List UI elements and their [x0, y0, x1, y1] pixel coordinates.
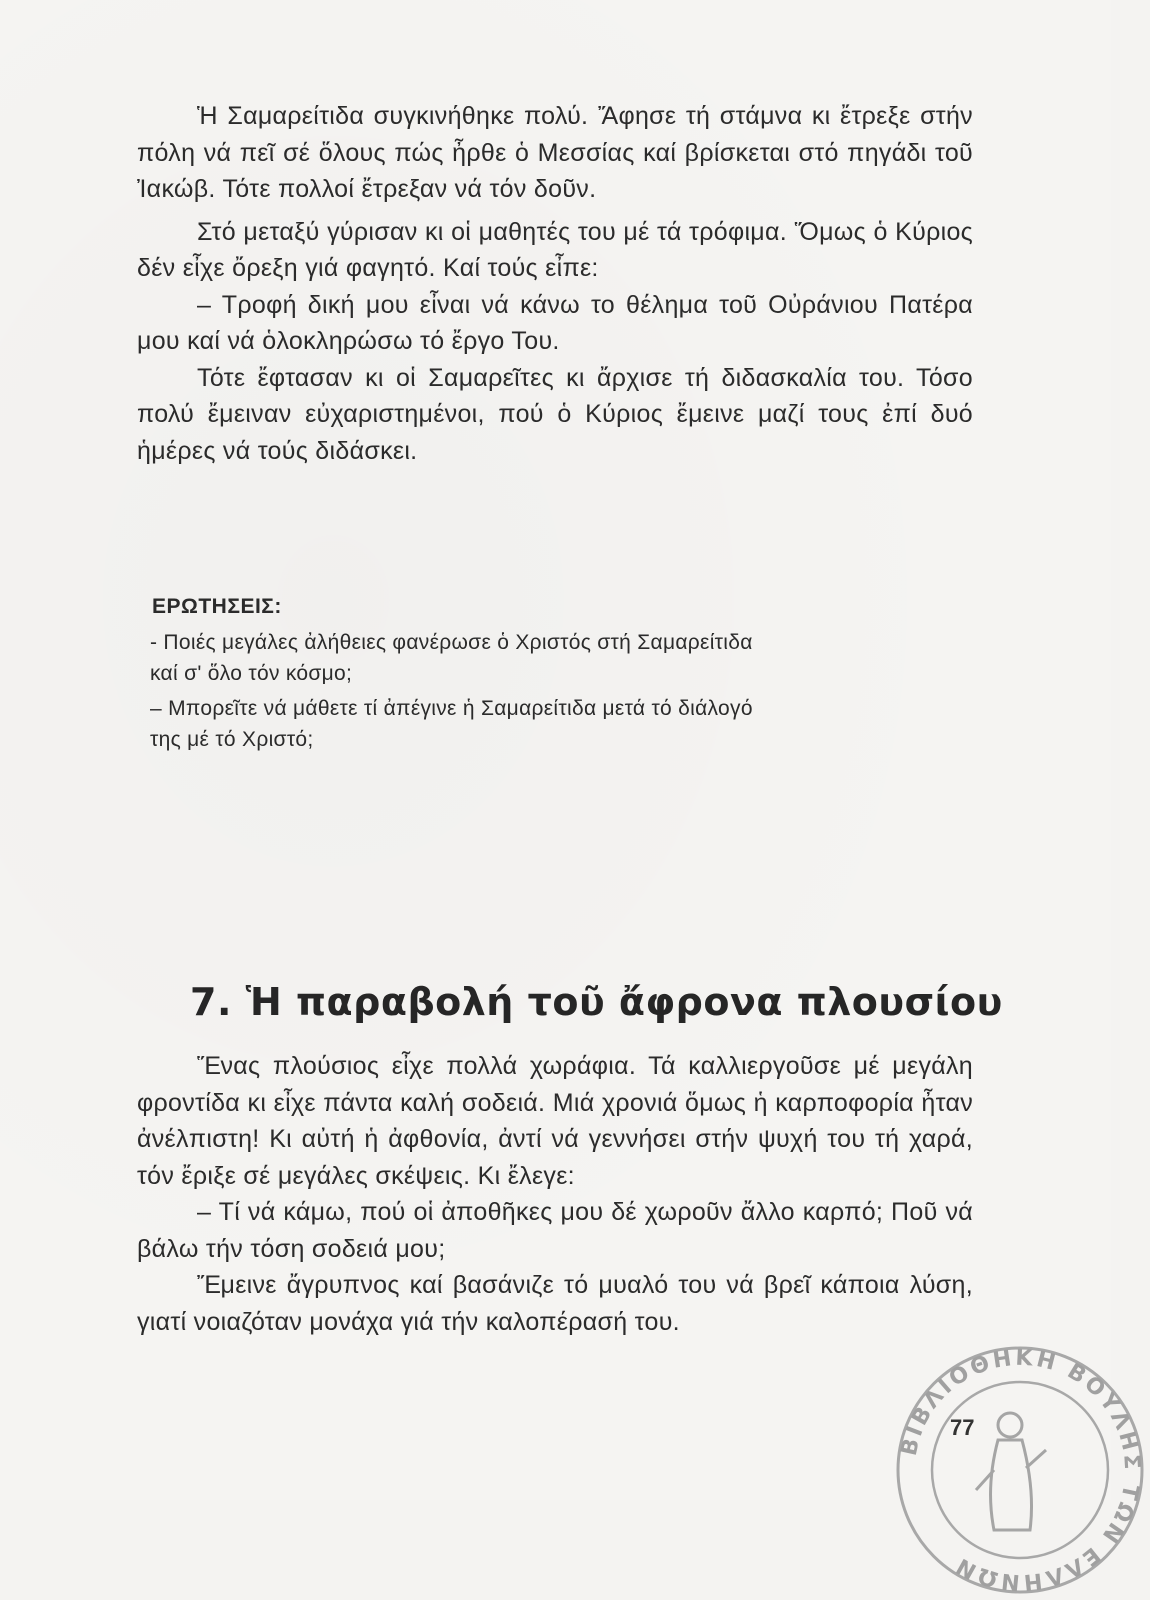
stamp-text: ΒΙΒΛΙΟΘΗΚΗ ΒΟΥΛΗΣ ΤΩΝ ΕΛΛΗΝΩΝ	[896, 1345, 1145, 1595]
paragraph: Ἔμεινε ἄγρυπνος καί βασάνιζε τό μυαλό του νά βρεῖ κάποια λύση, γιατί νοιαζόταν μονάχα γιά τήν καλοπέρασή του.	[137, 1271, 973, 1336]
page-number: 77	[950, 1415, 975, 1440]
question-text: καί σ' ὅλο τόν κόσμο;	[150, 662, 353, 685]
paragraph: – Τί νά κάμω, πού οἱ ἀποθῆκες μου δέ χωροῦν ἄλλο καρπό; Ποῦ νά βάλω τήν τόση σοδειά μου;	[137, 1198, 973, 1263]
question-text: - Ποιές μεγάλες ἀλήθειες φανέρωσε ὁ Χριστός στή Σαμαρείτιδα	[150, 631, 753, 654]
paragraph: Ἕνας πλούσιος εἶχε πολλά χωράφια. Τά καλλιεργοῦσε μέ μεγάλη φροντίδα κι εἶχε πάντα καλή σοδειά. Μιά χρονιά ὅμως ἡ καρποφορία ἦταν ἀνέλπιστη! Κι αὐτή ἡ ἀφθονία, ἀντί νά γεννήσει στήν ψυχή του τή χαρά, τόν ἔριξε σέ μεγάλες σκέψεις. Κι ἔλεγε:	[137, 1052, 973, 1190]
questions-title: ΕΡΩΤΗΣΕΙΣ:	[152, 595, 282, 618]
top-text-block	[137, 98, 973, 469]
chapter-title: 7. Ἡ παραβολή τοῦ ἄφρονα πλουσίου	[190, 980, 1003, 1024]
paragraph: Ἡ Σαμαρείτιδα συγκινήθηκε πολύ. Ἄφησε τή στάμνα κι ἔτρεξε στήν πόλη νά πεῖ σέ ὅλους πώς ἦρθε ὁ Μεσσίας καί βρίσκεται στό πηγάδι τοῦ Ἰακώβ. Τότε πολλοί ἔτρεξαν νά τόν δοῦν.	[137, 102, 973, 203]
question-item	[150, 627, 970, 689]
paragraph: – Τροφή δική μου εἶναι νά κάνω το θέλημα τοῦ Οὐράνιου Πατέρα μου καί νά ὁλοκληρώσω τό ἔργο Του.	[137, 290, 973, 355]
library-stamp-icon	[890, 1340, 1150, 1600]
question-text: της μέ τό Χριστό;	[150, 728, 314, 751]
paragraph: Στό μεταξύ γύρισαν κι οἱ μαθητές του μέ τά τρόφιμα. Ὅμως ὁ Κύριος δέν εἶχε ὄρεξη γιά φαγητό. Καί τούς εἶπε:	[137, 217, 973, 282]
bottom-text-block	[137, 1048, 973, 1340]
question-item	[150, 693, 970, 755]
questions-section	[140, 595, 970, 759]
question-text: – Μπορεῖτε νά μάθετε τί ἀπέγινε ἡ Σαμαρείτιδα μετά τό διάλογό	[150, 697, 753, 720]
paragraph: Τότε ἔφτασαν κι οἱ Σαμαρεῖτες κι ἄρχισε τή διδασκαλία του. Τόσο πολύ ἔμειναν εὐχαριστημένοι, πού ὁ Κύριος ἔμεινε μαζί τους ἐπί δυό ἡμέρες νά τούς διδάσκει.	[137, 363, 973, 465]
